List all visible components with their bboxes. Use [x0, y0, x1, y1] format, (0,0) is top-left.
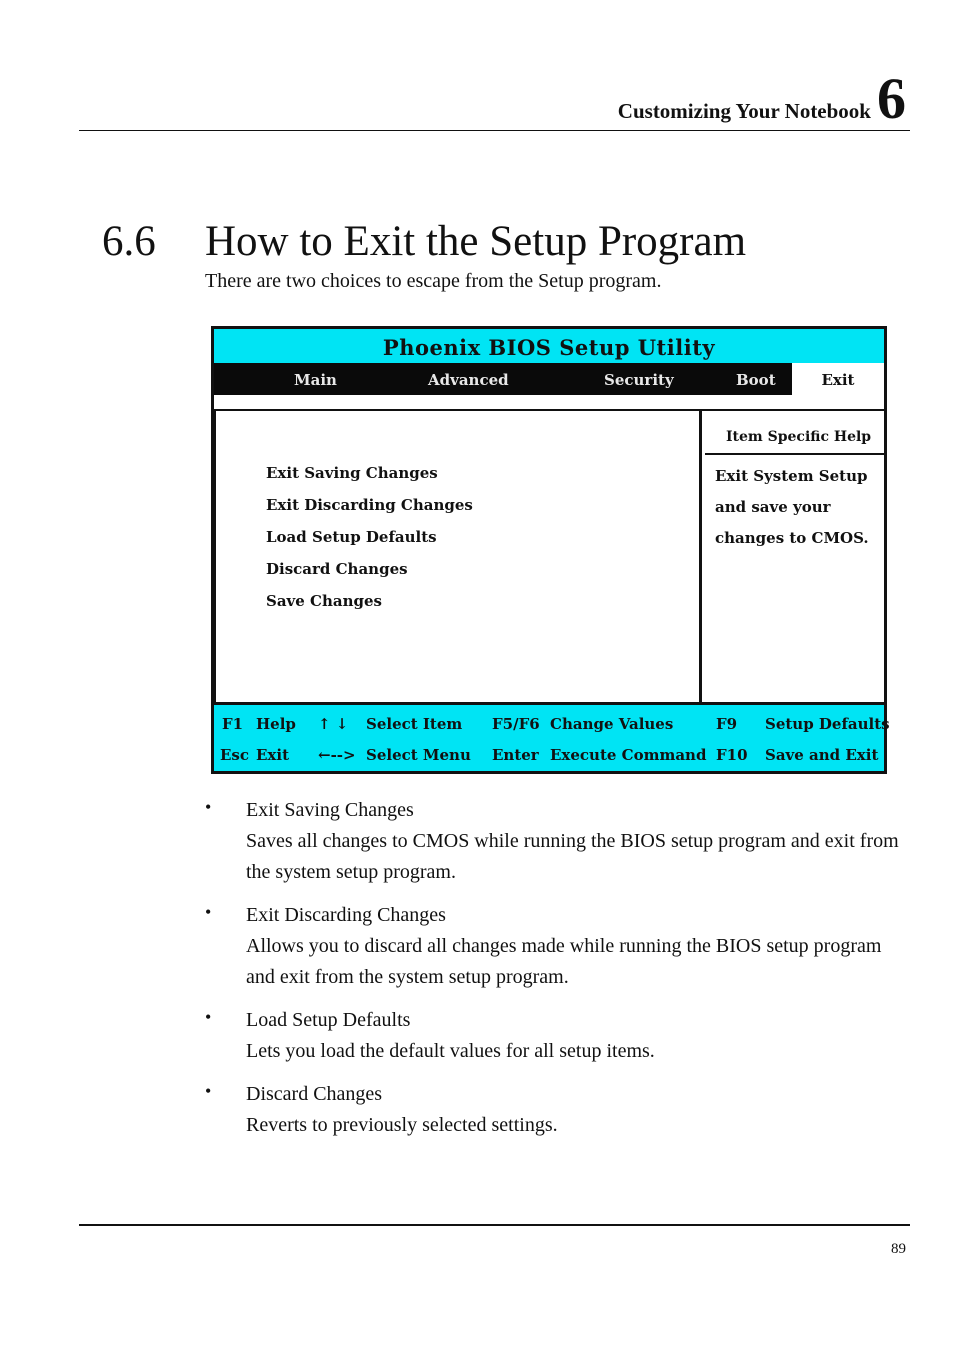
key-esc: Esc: [220, 746, 250, 764]
option-description: Lets you load the default values for all setup items.: [246, 1040, 655, 1062]
section-heading: How to Exit the Setup Program: [205, 217, 747, 265]
bios-status-strip: [214, 395, 884, 411]
bios-options-panel: [214, 411, 702, 706]
key-enter-label: Execute Command: [550, 746, 707, 764]
option-description: Reverts to previously selected settings.: [246, 1114, 558, 1136]
key-enter: Enter: [492, 746, 539, 764]
key-f5f6-label: Change Values: [550, 715, 674, 733]
key-f5f6: F5/F6: [492, 715, 540, 733]
bios-menu-security: Security: [604, 371, 674, 389]
key-f1: F1: [222, 715, 244, 733]
bios-menu-main: Main: [294, 371, 337, 389]
footer-rule: [79, 1224, 910, 1226]
key-lr-label: Select Menu: [366, 746, 471, 764]
list-item: [205, 795, 905, 888]
bios-help-text: [705, 455, 884, 556]
bios-option-discard: Discard Changes: [266, 560, 408, 578]
option-description: Saves all changes to CMOS while running the BIOS setup program and exit from the system setup program.: [246, 830, 899, 883]
key-left-right-arrows-icon: ←-->: [318, 746, 356, 764]
section-title: [102, 217, 746, 266]
key-esc-label: Exit: [256, 746, 290, 764]
section-number: 6.6: [102, 217, 156, 265]
bios-key-legend: [214, 702, 890, 771]
bios-option-exit-saving: Exit Saving Changes: [266, 464, 438, 482]
exit-options-list: [205, 795, 905, 1153]
bios-help-header: Item Specific Help: [705, 411, 884, 455]
bios-option-exit-discarding: Exit Discarding Changes: [266, 496, 473, 514]
bios-option-load-defaults: Load Setup Defaults: [266, 528, 437, 546]
page-number: 89: [891, 1241, 906, 1257]
bullet-icon: •: [205, 1081, 212, 1101]
bios-help-line: Exit System Setup: [715, 467, 868, 485]
bullet-icon: •: [205, 902, 212, 922]
bullet-icon: •: [205, 1007, 212, 1027]
bios-menu-advanced: Advanced: [428, 371, 509, 389]
list-item: [205, 1079, 905, 1141]
running-head: [617, 66, 906, 131]
list-item: [205, 1005, 905, 1067]
bios-option-save: Save Changes: [266, 592, 382, 610]
header-rule: [79, 130, 910, 131]
option-name: Exit Discarding Changes: [246, 904, 446, 926]
key-f10: F10: [716, 746, 748, 764]
key-f1-label: Help: [256, 715, 296, 733]
option-description: Allows you to discard all changes made while running the BIOS setup program and exit from the system setup program.: [246, 935, 882, 988]
key-arrows-label: Select Item: [366, 715, 463, 733]
option-name: Exit Saving Changes: [246, 799, 414, 821]
key-f10-label: Save and Exit: [765, 746, 879, 764]
option-name: Discard Changes: [246, 1083, 383, 1105]
bios-menu-boot: Boot: [736, 371, 776, 389]
list-item: [205, 900, 905, 993]
bios-title-bar: Phoenix BIOS Setup Utility: [214, 329, 884, 363]
bios-menu-exit: Exit: [792, 363, 884, 395]
bios-screenshot: [211, 326, 890, 774]
intro-paragraph: There are two choices to escape from the Setup program.: [205, 270, 662, 292]
chapter-title: Customizing Your Notebook: [617, 99, 871, 123]
bios-options-list: [266, 463, 473, 623]
bios-help-line: changes to CMOS.: [715, 529, 869, 547]
bios-menu-bar: [214, 363, 884, 395]
key-up-down-arrows-icon: ↑ ↓: [318, 715, 349, 733]
bios-help-line: and save your: [715, 498, 831, 516]
bullet-icon: •: [205, 797, 212, 817]
chapter-number: 6: [877, 66, 906, 131]
option-name: Load Setup Defaults: [246, 1009, 411, 1031]
key-f9: F9: [716, 715, 738, 733]
key-f9-label: Setup Defaults: [765, 715, 890, 733]
bios-help-panel: [705, 411, 884, 706]
